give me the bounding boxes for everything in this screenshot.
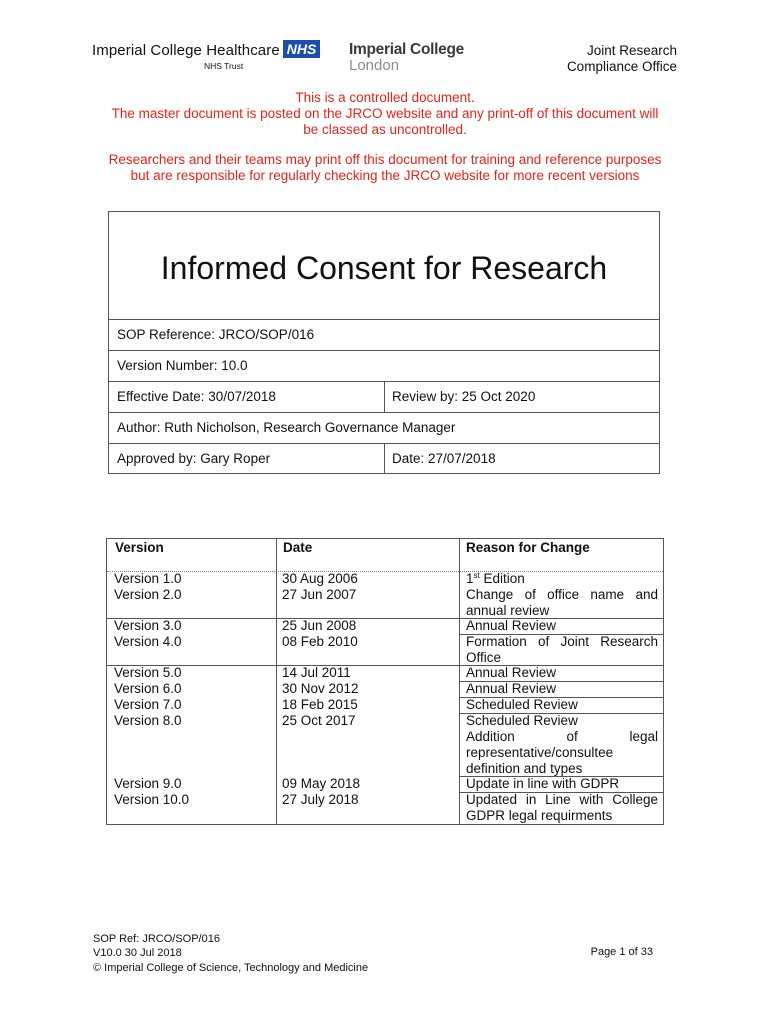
reason-cell: Scheduled Review xyxy=(466,697,578,712)
office-name xyxy=(567,43,677,75)
college-logo xyxy=(349,41,464,74)
reason-cell: Formation of Joint Research Office xyxy=(466,634,658,665)
college-name: Imperial College xyxy=(349,41,464,58)
cell-divider xyxy=(384,443,385,474)
document-title: Informed Consent for Research xyxy=(160,250,608,286)
reason-cell-continued: Addition of legal xyxy=(466,729,658,744)
print-notice xyxy=(80,152,690,184)
college-location: London xyxy=(349,57,400,74)
version-cell: Version 4.0 xyxy=(114,634,182,649)
reason-text: Edition xyxy=(483,571,525,586)
date-cell: 18 Feb 2015 xyxy=(282,697,358,712)
notice-line: but are responsible for regularly checking the JRCO website for more recent versions xyxy=(130,168,640,183)
column-divider xyxy=(276,539,277,824)
author: Author: Ruth Nicholson, Research Governance Manager xyxy=(117,420,456,435)
version-cell: Version 7.0 xyxy=(114,697,182,712)
version-cell: Version 3.0 xyxy=(114,618,182,633)
version-row xyxy=(108,350,660,381)
date-cell: 27 Jun 2007 xyxy=(282,587,357,602)
reason-cell: Updated in Line with College GDPR legal requirments xyxy=(466,792,658,823)
version-cell: Version 8.0 xyxy=(114,713,182,728)
reason-ordinal: 1 xyxy=(466,571,474,586)
review-by: Review by: 25 Oct 2020 xyxy=(392,389,536,404)
sop-reference: SOP Reference: JRCO/SOP/016 xyxy=(117,327,315,342)
version-cell: Version 2.0 xyxy=(114,587,182,602)
sop-reference-row xyxy=(108,319,660,350)
reason-cell: Annual Review xyxy=(466,681,557,696)
date-cell: 30 Aug 2006 xyxy=(282,571,358,586)
version-cell: Version 6.0 xyxy=(114,681,182,696)
effective-date: Effective Date: 30/07/2018 xyxy=(117,389,276,404)
controlled-document-notice xyxy=(80,90,690,138)
date-cell: 27 July 2018 xyxy=(282,792,359,807)
version-history-table xyxy=(106,538,664,825)
header-reason: Reason for Change xyxy=(466,540,590,555)
version-cell: Version 9.0 xyxy=(114,776,182,791)
reason-cell-continued: representative/consultee definition and types xyxy=(466,745,614,776)
notice-line: This is a controlled document. xyxy=(295,90,475,105)
version-cell: Version 1.0 xyxy=(114,571,182,586)
reason-cell: Scheduled Review xyxy=(466,713,578,728)
reason-cell: Annual Review xyxy=(466,618,557,633)
footer-copyright: © Imperial College of Science, Technology and Medicine xyxy=(93,961,369,974)
page-number: Page 1 of 33 xyxy=(590,946,653,958)
date-cell: 14 Jul 2011 xyxy=(282,665,351,680)
cell-divider xyxy=(384,381,385,412)
date-cell: 25 Oct 2017 xyxy=(282,713,356,728)
footer-info xyxy=(93,932,368,975)
reason-ordinal-suffix: st xyxy=(473,571,480,580)
author-row xyxy=(108,412,660,443)
footer-sop-ref: SOP Ref: JRCO/SOP/016 xyxy=(93,933,220,945)
date-cell: 09 May 2018 xyxy=(282,776,361,791)
reason-cell xyxy=(466,571,658,587)
approved-by: Approved by: Gary Roper xyxy=(117,451,271,466)
trust-subtitle: NHS Trust xyxy=(204,61,244,71)
notice-line: be classed as uncontrolled. xyxy=(303,122,467,137)
trust-logo xyxy=(92,40,320,71)
trust-name: Imperial College Healthcare xyxy=(92,42,280,59)
date-cell: 08 Feb 2010 xyxy=(282,634,358,649)
version-cell: Version 5.0 xyxy=(114,665,182,680)
office-line-2: Compliance Office xyxy=(566,59,677,74)
reason-cell: Update in line with GDPR xyxy=(466,776,620,791)
footer-version-date: V10.0 30 Jul 2018 xyxy=(93,947,182,960)
date-cell: 30 Nov 2012 xyxy=(282,681,359,696)
reason-cell: Annual Review xyxy=(466,665,557,680)
header-date: Date xyxy=(283,540,313,555)
notice-line: The master document is posted on the JRCO website and any print-off of this document will xyxy=(111,106,659,121)
nhs-badge: NHS xyxy=(283,40,321,58)
reason-cell: Change of office name and annual review xyxy=(466,587,658,618)
notice-line: Researchers and their teams may print off this document for training and reference purposes xyxy=(108,152,662,167)
date-cell: 25 Jun 2008 xyxy=(282,618,357,633)
office-line-1: Joint Research xyxy=(586,43,677,58)
version-number: Version Number: 10.0 xyxy=(117,358,248,373)
approval-date: Date: 27/07/2018 xyxy=(392,451,496,466)
version-cell: Version 10.0 xyxy=(114,792,190,807)
header-version: Version xyxy=(115,540,164,555)
